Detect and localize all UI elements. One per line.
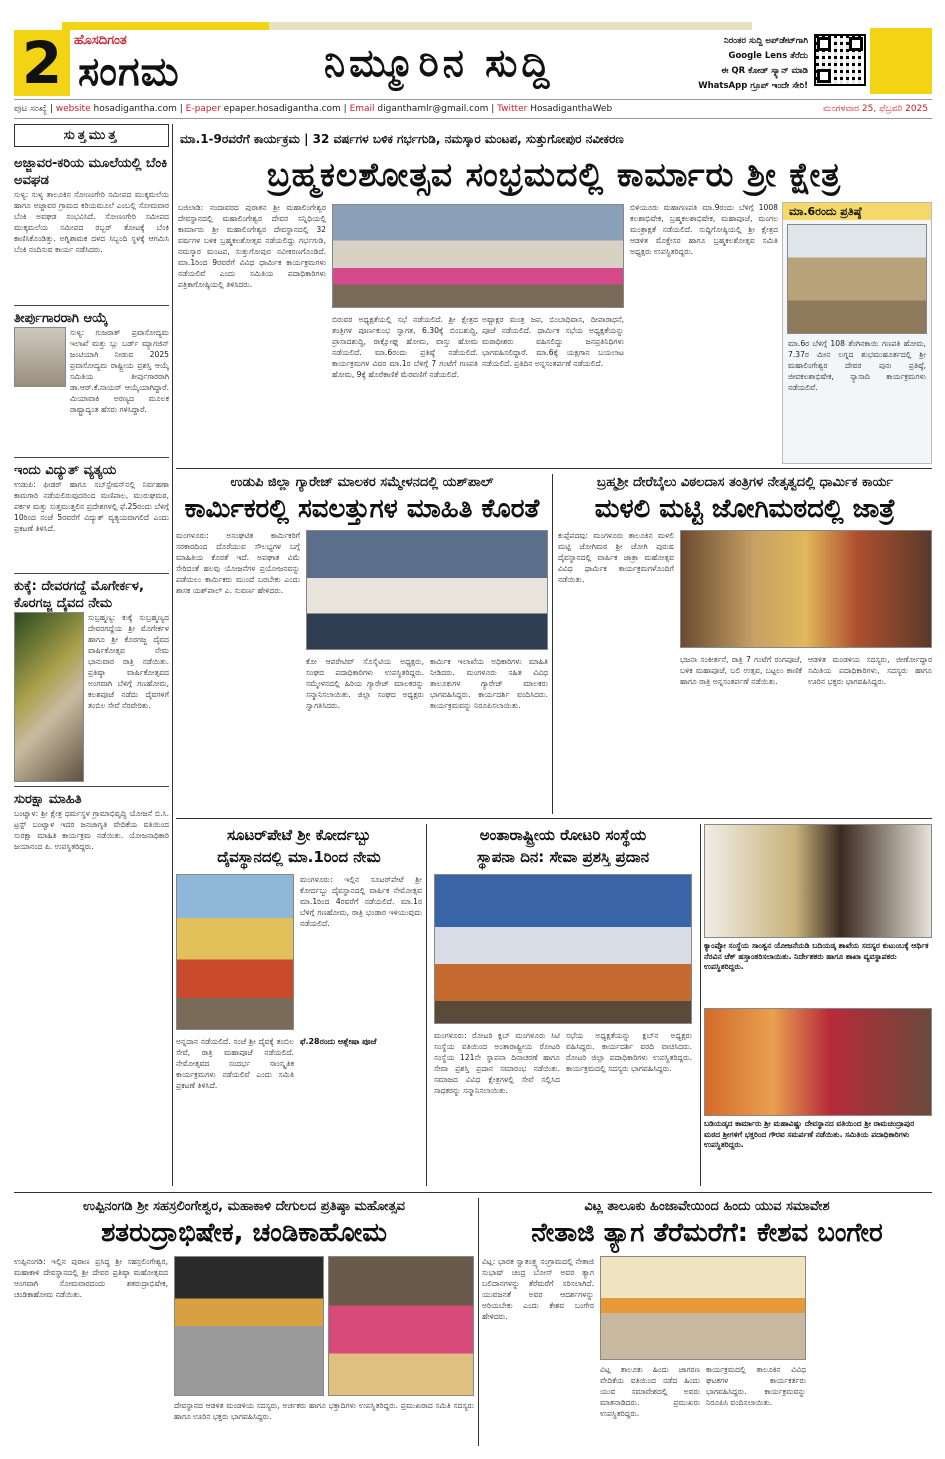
story-netaji — [482, 1198, 932, 1446]
samavesha-photo — [600, 1256, 806, 1360]
email-label: Email — [349, 104, 375, 114]
epaper-link[interactable]: epaper.hosadigantha.com — [223, 104, 341, 114]
story-col2: ವಿಟ್ಲ ತಾಲೂಕು ಹಿಂದು ಜಾಗರಣ ವೇದಿಕೆಯ ವತಿಯಿಂದ ನಡೆದ ಹಿಂದು ಯುವ ಸಮಾವೇಶದಲ್ಲಿ ಅವರು ಮಾತನಾಡಿದರು. ಪ್ರಮುಖರು ಉಪಸ್ಥಿತರಿದ್ದರು. — [600, 1365, 700, 1418]
lead-kicker: ಮಾ.1-9ರವರೆಗೆ ಕಾರ್ಯಕ್ರಮ | 32 ವರ್ಷಗಳ ಬಳಿಕ ಗರ್ಭಗುಡಿ, ನಮಸ್ಕಾರ ಮಂಟಪ, ಸುತ್ತುಗೋಪುರ ನವೀಕರಣ — [176, 130, 932, 148]
qr-line: ಈ QR ಕೋಡ್ ಸ್ಕ್ಯಾನ್ ಮಾಡಿ — [721, 66, 808, 76]
lead-col1: ಬಜಿಲಾಡಿ: ನಂದಾವರದ ಪುರಾತನ ಶ್ರೀ ಮಹಾಲಿಂಗೇಶ್ವರ ದೇವಸ್ಥಾನದಲ್ಲಿ ಮಹಾಲಿಂಗೇಶ್ವರ ದೇವರ ಸನ್ನಿಧಿಯಲ್ಲಿ ಕಾರ್ಮಾರು ಶ್ರೀ ಮಹಾಲಿಂಗೇಶ್ವರ ದೇವಸ್ಥಾನದಲ್ಲಿ 32 ವರ್ಷಗಳ ಬಳಿಕ ಬ್ರಹ್ಮಕಲಶೋತ್ಸವ ನಡೆಯಲಿದ್ದು ಗರ್ಭಗುಡಿ, ನಮಸ್ಕಾರ ಮಂಟಪ, ಸುತ್ತುಗೋಪುರ ನವೀಕರಣಗೊಂಡಿದೆ. ಮಾ.1ರಿಂದ 9ರವರೆಗೆ ವಿವಿಧ ಧಾರ್ಮಿಕ ಕಾರ್ಯಕ್ರಮಗಳು ನಡೆಯಲಿವೆ ಎಂದು ಸಮಿತಿಯ ಪದಾಧಿಕಾರಿಗಳು ಪತ್ರಿಕಾಗೋಷ್ಠಿಯಲ್ಲಿ ತಿಳಿಸಿದರು. — [178, 203, 326, 289]
story-col3: ಕಾರ್ಯಕ್ರಮದಲ್ಲಿ ತಾಲೂಕಿನ ವಿವಿಧ ಘಟಕಗಳ ಕಾರ್ಯಕರ್ತರು ಭಾಗವಹಿಸಿದ್ದರು. ಕಾರ್ಯಕ್ರಮವನ್ನು ನಿರೂಪಿಸಿ ವಂದಿಸಲಾಯಿತು. — [706, 1365, 806, 1407]
news-headline: ಸುರಕ್ಷಾ ಮಾಹಿತಿ — [14, 792, 82, 807]
story-subsection — [300, 1036, 422, 1182]
press-meet-photo — [332, 204, 624, 308]
brand-name: ಹೊಸದಿಗಂತ — [74, 33, 127, 48]
story-shatarudra — [14, 1198, 474, 1446]
divider — [14, 1192, 932, 1193]
lead-col4: ಬಿಳಿಯೂರು ಮಹಾಗಣಪತಿ ಮಾ.9ರಂದು ಬೆಳಿಗ್ಗೆ 1008 ಕಲಶಾಭಿಷೇಕ, ಬ್ರಹ್ಮಕಲಶಾಭಿಷೇಕ, ಮಹಾಪೂಜೆ, ಮಂಗಲ ಮಂತ್ರಾಕ್ಷತೆ ನಡೆಯಲಿದೆ. ಸುದ್ದಿಗೋಷ್ಠಿಯಲ್ಲಿ ಶ್ರೀ ಕ್ಷೇತ್ರದ ಆಡಳಿತ ಮೊಕ್ತೇಸರ ಹಾಗೂ ಬ್ರಹ್ಮಕಲಶೋತ್ಸವ ಸಮಿತಿ ಅಧ್ಯಕ್ಷರು ಉಪಸ್ಥಿತರಿದ್ದರು. — [630, 203, 778, 256]
news-body: ಸುಳ್ಯ: ಸುಳ್ಯ ತಾಲೂಕಿನ ಸೋಣಂಗೇರಿ ಸಮೀಪದ ಮುಕ್ಕಮಲೆಯ ಹಾಗೂ ಅಜ್ಜಾವರ ಗ್ರಾಮದ ಕರಿಯಮೂಲೆ ಎಂಬಲ್ಲಿ ಸೋಮವಾರ ಬೆಂಕಿ ಅವಘಡ ಸಂಭವಿಸಿದೆ. ಸೋಣಂಗೇರಿ ಸಮೀಪದ ಮುಕ್ಕಮಲೆಯ ಸಮೀಪದ ರಬ್ಬರ್ ತೋಟಕ್ಕೆ ಬೆಂಕಿ ಕಾಣಿಸಿಕೊಂಡಿತ್ತು. ಅಗ್ನಿಶಾಮಕ ದಳದ ಸಿಬ್ಬಂದಿ ಸ್ಥಳಕ್ಕೆ ಆಗಮಿಸಿ ಬೆಂಕಿ ನಂದಿಸುವ ಕಾರ್ಯ ನಡೆಸಿದರು. — [14, 190, 169, 254]
section-name: ಸಂಗಮ — [78, 49, 180, 95]
sidebar-title: ಸುತ್ತಮುತ್ತ — [14, 124, 169, 147]
divider — [14, 786, 169, 787]
story-headline: ಅಂತಾರಾಷ್ಟ್ರೀಯ ರೋಟರಿ ಸಂಸ್ಥೆಯ — [479, 826, 647, 844]
lead-headline: ಬ್ರಹ್ಮಕಲಶೋತ್ಸವ ಸಂಭ್ರಮದಲ್ಲಿ ಕಾರ್ಮಾರು ಶ್ರೀ ಕ್ಷೇತ್ರ — [266, 155, 842, 194]
email-link[interactable]: diganthamlr@gmail.com — [377, 104, 489, 114]
story-sutarpete — [176, 824, 422, 1186]
story-col2: ಭಜನಾ ಸಂಕೀರ್ತನೆ, ರಾತ್ರಿ 7 ಗಂಟೆಗೆ ರಂಗಪೂಜೆ, ಬಳಿಕ ಮಹಾಪೂಜೆ, ಬಲಿ ಉತ್ಸವ, ಬಟ್ಟಲು ಕಾಣಿಕೆ ಹಾಗೂ ರಾತ್ರಿ ಅನ್ನಸಂತರ್ಪಣೆ ನಡೆಯಿತು. — [680, 655, 802, 686]
story-headline: ನೇತಾಜಿ ತ್ಯಾಗ ತೆರೆಮರೆಗೆ: ಕೇಶವ ಬಂಗೇರ — [531, 1218, 883, 1248]
divider — [176, 468, 932, 469]
divider — [176, 818, 932, 819]
story-col1: ಮಂಗಳೂರು: ಅಸಂಘಟಿತ ಕಾರ್ಮಿಕರಿಗೆ ಸರಕಾರದಿಂದ ದೊರೆಯುವ ಸೌಲಭ್ಯಗಳ ಬಗ್ಗೆ ಮಾಹಿತಿಯ ಕೊರತೆ ಇದೆ. ಅಪಘಾತ ವಿಮೆ ಸೇರಿದಂತೆ ಹಲವು ಯೋಜನೆಗಳ ಪ್ರಯೋಜನವನ್ನು ಪಡೆಯಲು ಕಾರ್ಮಿಕರು ಮುಂದೆ ಬರಬೇಕು ಎಂದು ಶಾಸಕ ಯಶ್‌ಪಾಲ್ ಎ. ಸುವರ್ಣ ಹೇಳಿದರು. — [176, 531, 300, 595]
story-col2: ಕೋ ಆಪರೇಟಿವ್ ಸೊಸೈಟಿಯ ಅಧ್ಯಕ್ಷರು, ಸಂಘದ ಪದಾಧಿಕಾರಿಗಳು ಉಪಸ್ಥಿತರಿದ್ದರು. ಸಮ್ಮೇಳನದಲ್ಲಿ ಹಿರಿಯ ಗ್ಯಾರೇಜ್ ಮಾಲಕರನ್ನು ಸನ್ಮಾನಿಸಲಾಯಿತು. ಜಿಲ್ಲಾ ಸಂಘದ ಅಧ್ಯಕ್ಷರು ಸ್ವಾಗತಿಸಿದರು. — [306, 657, 424, 710]
page-title: ನಿಮ್ಮೂರಿನ ಸುದ್ದಿ — [324, 41, 554, 85]
page-number: 2 — [14, 30, 70, 96]
sidebar — [14, 124, 169, 1186]
story-kicker: ವಿಟ್ಲ ತಾಲೂಕು ಹಿಂಜಾವೇಯಿಂದ ಹಿಂದು ಯುವ ಸಮಾವೇಶ — [584, 1199, 830, 1214]
info-bar: ಪುಟ ಸಂಖ್ಯೆ | website hosadigantha.com | E-paper epaper.hosadigantha.com | Email diganthamlr@gmail.com | Twitter HosadiganthaWeb ಮಂಗಳವಾರ 25, ಫೆಬ್ರವರಿ 2025 — [14, 99, 932, 119]
story-rotary — [430, 824, 696, 1186]
issue-date: ಮಂಗಳವಾರ 25, ಫೆಬ್ರವರಿ 2025 — [823, 104, 928, 114]
news-item — [14, 462, 169, 569]
news-item — [14, 310, 169, 453]
lead-col3: ಅಷ್ಟಾಕ್ಷರ ಮಂತ್ರ ಜಪ, ಬಿಂಬಾಧಿವಾಸ, ದೀಪಾರಾಧನೆ, ಪೂಜೆ ನಡೆಯಲಿದೆ. ಧಾರ್ಮಿಕ ಸಭೆಯ ಅಧ್ಯಕ್ಷತೆಯನ್ನು ಮಠಾಧೀಶರು ವಹಿಸಲಿದ್ದು ಜನಪ್ರತಿನಿಧಿಗಳು ಭಾಗವಹಿಸಲಿದ್ದಾರೆ. ಮಾ.6ಕ್ಕೆ ಯಕ್ಷಗಾನ ಬಯಲಾಟ ನಡೆಯಲಿದೆ. ಪ್ರತಿದಿನ ಅನ್ನಸಂತರ್ಪಣೆ ನಡೆಯಲಿದೆ. — [482, 315, 624, 368]
story-col1: ಕುಪ್ಪೆಪದವು: ಮಂಗಳೂರು ತಾಲೂಕಿನ ಮಳಲಿ ಮಟ್ಟಿ ಜೋಗಿಮಠ ಶ್ರೀ ಜೋಗಿ ಪುರುಷ ದೈವಸ್ಥಾನದಲ್ಲಿ ವಾರ್ಷಿಕ ಜಾತ್ರಾ ಮಹೋತ್ಸವ ವಿವಿಧ ಧಾರ್ಮಿಕ ಕಾರ್ಯಕ್ರಮಗಳೊಂದಿಗೆ ನಡೆಯಿತು. — [558, 531, 674, 584]
story-subhead: ಫೆ.28ರಂದು ಆಶ್ಲೇಷಾ ಪೂಜೆ — [300, 1037, 377, 1046]
temple-photo — [787, 224, 927, 334]
divider — [14, 457, 169, 458]
twitter-label: Twitter — [497, 104, 528, 114]
story-col1: ಮಂಗಳೂರು: ಇಲ್ಲಿನ ಸೂಟರ್‌ಪೇಟೆ ಶ್ರೀ ಕೋರ್ದಬ್ಬು ದೈವಸ್ಥಾನದಲ್ಲಿ ವಾರ್ಷಿಕ ನೇಮೋತ್ಸವ ಮಾ.1ರಿಂದ 4ರವರೆಗೆ ನಡೆಯಲಿದೆ. ಮಾ.1ರ ಬೆಳಿಗ್ಗೆ ಗಣಹೋಮ, ರಾತ್ರಿ ಭಂಡಾರ ಇಳಿಯುವುದು ನಡೆಯಲಿದೆ. — [300, 875, 422, 928]
news-item — [14, 578, 169, 782]
news-headline: ತೀರ್ಪುಗಾರರಾಗಿ ಆಯ್ಕೆ — [14, 311, 108, 326]
news-body: ಬಂಟ್ವಾಳ: ಶ್ರೀ ಕ್ಷೇತ್ರ ಧರ್ಮಸ್ಥಳ ಗ್ರಾಮಾಭಿವೃದ್ಧಿ ಯೋಜನೆ ಬಿ.ಸಿ. ಟ್ರಸ್ಟ್ ಬಂಟ್ವಾಳ ಇದರ ಜನಜಾಗೃತಿ ವೇದಿಕೆಯ ವತಿಯಿಂದ ಸುರಕ್ಷಾ ಮಾಹಿತಿ ಕಾರ್ಯಕ್ರಮ ನಡೆಯಿತು. ಯೋಜನಾಧಿಕಾರಿ ಜಯಾನಂದ ಪಿ. ಉಪಸ್ಥಿತರಿದ್ದರು. — [14, 809, 169, 851]
story-headline: ಸ್ಥಾಪನಾ ದಿನ: ಸೇವಾ ಪ್ರಶಸ್ತಿ ಪ್ರದಾನ — [476, 848, 650, 866]
story-kicker: ಉಪ್ಪಿನಂಗಡಿ ಶ್ರೀ ಸಹಸ್ರಲಿಂಗೇಶ್ವರ, ಮಹಾಕಾಳಿ ದೇಗುಲದ ಪ್ರತಿಷ್ಠಾ ಮಹೋತ್ಸವ — [83, 1199, 405, 1214]
cheque-photo — [704, 824, 932, 938]
news-body: ಸುಳ್ಯ: ಗುಜರಾತ್ ಪ್ರವಾಸೋದ್ಯಮ ಇಲಾಖೆ ಮತ್ತು ಬ್ಲು ಬರ್ಡ್ ಮ್ಯಾಗಜಿನ್ ಜಂಟಿಯಾಗಿ ನೀಡುವ 2025 ಪ್ರವಾಸೋದ್ಯಮ ರಾಷ್ಟ್ರೀಯ ಪ್ರಶಸ್ತಿ ಆಯ್ಕೆ ಸಮಿತಿಯ ತೀರ್ಪುಗಾರರಾಗಿ ಡಾ.ಆರ್.ಕೆ.ನಾಯರ್ ಆಯ್ಕೆಯಾಗಿದ್ದಾರೆ. ಮಿಯಾವಾಕಿ ಅರಣ್ಯದ ಮೂಲಕ ರಾಷ್ಟ್ರಾದ್ಯಂತ ಹೆಸರು ಗಳಿಸಿದ್ದಾರೆ. — [70, 328, 169, 414]
qr-line: Google Lens ತೆರೆದು — [728, 51, 808, 61]
sidebox-title: ಮಾ.6ರಂದು ಪ್ರತಿಷ್ಠೆ — [783, 203, 931, 220]
event-photo — [306, 530, 548, 650]
lead-col2: ಬಿರುವರ ಅಧ್ಯಕ್ಷತೆಯಲ್ಲಿ ಸಭೆ ನಡೆಯಲಿದೆ. ಶ್ರೀ ಕ್ಷೇತ್ರದ ತಂತ್ರಿಗಳ ಪೂರ್ಣಕುಂಭ ಸ್ವಾಗತ, 6.30ಕ್ಕೆ ಬಿಂಬಶುದ್ಧಿ, ಪ್ರಾಸಾದಶುದ್ಧಿ, ರಾಕ್ಷೋಘ್ನ ಹೋಮ, ವಾಸ್ತು ಹೋಮ ನಡೆಯಲಿದೆ. ಮಾ.6ರಂದು ಪ್ರತಿಷ್ಠೆ ನಡೆಯಲಿದೆ. ಕಾರ್ಯಕ್ರಮಗಳ ವಿವರ ಮಾ.1ರ ಬೆಳಿಗ್ಗೆ 7 ಗಂಟೆಗೆ ಗಣಪತಿ ಹೋಮ, 9ಕ್ಕೆ ಹೊರೆಕಾಣಿಕೆ ಮೆರವಣಿಗೆ ನಡೆಯಲಿದೆ. — [332, 315, 478, 379]
twitter-link[interactable]: HosadiganthaWeb — [530, 104, 613, 114]
masthead-ribbon — [62, 22, 752, 30]
rotary-photo — [434, 874, 692, 1024]
story-kicker: ಉಡುಪಿ ಜಿಲ್ಲಾ ಗ್ಯಾರೇಜ್ ಮಾಲಕರ ಸಮ್ಮೇಳನದಲ್ಲಿ ಯಶ್‌ಪಾಲ್ — [230, 475, 494, 490]
story-col4 — [812, 1256, 932, 1444]
lead-sidebox — [782, 202, 932, 464]
news-headline: ಅಜ್ಜಾವರ-ಕರಿಯ ಮೂಲೆಯಲ್ಲಿ ಬೆಂಕಿ ಅವಘಡ — [14, 156, 168, 188]
story-headline: ಸೂಟರ್‌ಪೇಟೆ ಶ್ರೀ ಕೋರ್ದಬ್ಬು — [226, 826, 372, 844]
ritual-photo — [680, 530, 932, 648]
corner-accent — [870, 28, 932, 94]
divider — [14, 573, 169, 574]
story-headline: ಶತರುದ್ರಾಭಿಷೇಕ, ಚಂಡಿಕಾಹೋಮ — [101, 1218, 387, 1248]
story-kicker: ಬ್ರಹ್ಮಶ್ರೀ ದೇರೆಬೈಲು ವಿಠಲದಾಸ ತಂತ್ರಿಗಳ ನೇತೃತ್ವದಲ್ಲಿ ಧಾರ್ಮಿಕ ಕಾರ್ಯ — [596, 475, 894, 490]
story-col3: ಕಾರ್ಮಿಕ ಇಲಾಖೆಯ ಅಧಿಕಾರಿಗಳು ಮಾಹಿತಿ ನೀಡಿದರು. ಮಂಗಳೂರು ಸಹಿತ ವಿವಿಧ ತಾಲೂಕುಗಳ ಗ್ಯಾರೇಜ್ ಮಾಲಕರು ಭಾಗವಹಿಸಿದ್ದರು. ಕಾರ್ಯದರ್ಶಿ ವಂದಿಸಿದರು. ಕಾರ್ಯಕ್ರಮವನ್ನು ನಿರೂಪಿಸಲಾಯಿತು. — [430, 657, 548, 710]
qr-line: WhatsApp ಗ್ರೂಪ್ ಇಂದೇ ಸೇರಿ! — [698, 81, 808, 91]
news-headline: ಇಂದು ವಿದ್ಯುತ್ ವ್ಯತ್ಯಯ — [14, 463, 117, 478]
story-headline: ಕಾರ್ಮಿಕರಲ್ಲಿ ಸವಲತ್ತುಗಳ ಮಾಹಿತಿ ಕೊರತೆ — [184, 494, 540, 524]
story-col3: ಆಡಳಿತ ಮಂಡಳಿಯ ಸದಸ್ಯರು, ಜೀರ್ಣೋದ್ಧಾರ ಸಮಿತಿಯ ಪದಾಧಿಕಾರಿಗಳು, ಸದಸ್ಯರು ಹಾಗೂ ಊರಿನ ಭಕ್ತರು ಭಾಗವಹಿಸಿದ್ದರು. — [808, 655, 932, 686]
story-col2: ಸಭೆಯ ಅಧ್ಯಕ್ಷತೆಯನ್ನು ಕ್ಲಬ್‌ನ ಅಧ್ಯಕ್ಷರು ವಹಿಸಿದ್ದರು. ಕಾರ್ಯದರ್ಶಿ ವರದಿ ವಾಚಿಸಿದರು. ರೋಟರಿ ಜಿಲ್ಲಾ ಪದಾಧಿಕಾರಿಗಳು ಉಪಸ್ಥಿತರಿದ್ದರು. ಕಾರ್ಯಕ್ರಮದಲ್ಲಿ ಸದಸ್ಯರು ಭಾಗವಹಿಸಿದ್ದರು. — [566, 1031, 692, 1073]
devotees-photo — [328, 1256, 474, 1396]
photo-caption: ಕ್ಯಾಂಪ್ಕೋ ಸಂಸ್ಥೆಯ ಸಾಂತ್ವನ ಯೋಜನೆಯಡಿ ಬದಿಯಡ್ಕ ಶಾಖೆಯ ಸದಸ್ಯರ ಕುಟುಂಬಕ್ಕೆ ಆರ್ಥಿಕ ನೆರವಿನ ಚೆಕ್ ಹಸ್ತಾಂತರಿಸಲಾಯಿತು. ನಿರ್ದೇಶಕರು ಹಾಗೂ ಶಾಖಾ ವ್ಯವಸ್ಥಾಪಕರು ಉಪಸ್ಥಿತರಿದ್ದರು. — [704, 941, 929, 971]
column-rule — [700, 824, 701, 1186]
sidebox-body: ಮಾ.6ರ ಬೆಳಿಗ್ಗೆ 108 ತೆಂಗಿನಕಾಯಿ ಗಣಪತಿ ಹೋಮ, 7.37ರ ಮೀನ ಲಗ್ನದ ಶುಭಮುಹೂರ್ತದಲ್ಲಿ ಶ್ರೀ ಮಹಾಲಿಂಗೇಶ್ವರ ದೇವರ ಪುನಃ ಪ್ರತಿಷ್ಠೆ, ಜೀವಕಲಶಾಭಿಷೇಕ, ನ್ಯಾಸಾದಿ ಕಾರ್ಯಕ್ರಮಗಳು ನಡೆಯಲಿವೆ. — [788, 339, 926, 392]
column-rule — [426, 824, 427, 1186]
felicitation-photo — [704, 1008, 932, 1116]
column-rule — [552, 474, 553, 814]
story-jogimutt — [558, 474, 932, 814]
website-label: website — [55, 104, 91, 114]
epaper-label: E-paper — [185, 104, 221, 114]
news-item — [14, 791, 169, 958]
masthead — [14, 22, 932, 96]
ritual-photo — [14, 612, 84, 782]
news-item — [14, 155, 169, 301]
homa-photo — [174, 1256, 324, 1396]
qr-code-icon[interactable] — [814, 34, 866, 86]
news-body: ಉಡುಪಿ: ಫೀಡರ್ ಹಾಗೂ ಸಬ್‌ಸ್ಟೇಷನ್‌ನಲ್ಲಿ ನಿರ್ವಹಣಾ ಕಾಮಗಾರಿ ನಡೆಯಲಿರುವುದರಿಂದ ಮಣಿಪಾಲ, ಮುರುಘಮಠ, ಪರ್ಕಳ ಮತ್ತು ಸುತ್ತಮುತ್ತಲಿನ ಪ್ರದೇಶಗಳಲ್ಲಿ ಫೆ.25ರಂದು ಬೆಳಿಗ್ಗೆ 10ರಿಂದ ಸಂಜೆ 5ರವರೆಗೆ ವಿದ್ಯುತ್ ವ್ಯತ್ಯಯವಾಗಲಿದೆ ಎಂದು ಪ್ರಕಟಣೆ ತಿಳಿಸಿದೆ. — [14, 480, 169, 533]
story-garage — [176, 474, 548, 814]
qr-instructions — [630, 34, 808, 94]
story-body-continued — [300, 1047, 422, 1177]
column-rule — [478, 1198, 479, 1446]
story-col1: ಮಂಗಳೂರು: ರೋಟರಿ ಕ್ಲಬ್ ಮಂಗಳೂರು ಸಿಟಿ ಸಂಸ್ಥೆಯ ವತಿಯಿಂದ ಅಂತಾರಾಷ್ಟ್ರೀಯ ರೋಟರಿ ಸಂಸ್ಥೆಯ 121ನೇ ಸ್ಥಾಪನಾ ದಿನಾಚರಣೆ ಹಾಗೂ ಸೇವಾ ಪ್ರಶಸ್ತಿ ಪ್ರದಾನ ಸಮಾರಂಭ ನಡೆಯಿತು. ಸಮಾಜದ ವಿವಿಧ ಕ್ಷೇತ್ರಗಳಲ್ಲಿ ಸೇವೆ ಸಲ್ಲಿಸಿದ ಸಾಧಕರನ್ನು ಸನ್ಮಾನಿಸಲಾಯಿತು. — [434, 1031, 560, 1095]
person-photo — [14, 327, 66, 387]
news-headline: ಕುಕ್ಕೆ: ದೇವರಗದ್ದೆ ಮೊಗೇರ್ಕಳ, ಕೊರಗಜ್ಜ ದೈವದ ನೇಮ — [14, 579, 144, 611]
photo-caption: ಬಡಿಯಡ್ಕದ ಕಾರ್ಮಾರು ಶ್ರೀ ಮಹಾವಿಷ್ಣು ದೇವಸ್ಥಾನದ ವತಿಯಿಂದ ಶ್ರೀ ರಾಮಚಂದ್ರಾಪುರ ಮಠದ ಶ್ರೀಗಳಿಗೆ ಭಕ್ತರಿಂದ ಗೌರವ ಸಮರ್ಪಣೆ ನಡೆಯಿತು. ಸಮಿತಿಯ ಪದಾಧಿಕಾರಿಗಳು ಉಪಸ್ಥಿತರಿದ್ದರು. — [704, 1119, 915, 1149]
story-headline: ಮಳಲಿ ಮಟ್ಟಿ ಜೋಗಿಮಠದಲ್ಲಿ ಜಾತ್ರೆ — [594, 494, 896, 524]
qr-line: ನಿರಂತರ ಸುದ್ದಿ ಅಪ್‌ಡೇಟ್‌ಗಾಗಿ — [724, 36, 808, 46]
page-label: ಪುಟ ಸಂಖ್ಯೆ — [14, 104, 47, 114]
photo-caption: ದೇವಸ್ಥಾನದ ಆಡಳಿತ ಮಂಡಳಿಯ ಸದಸ್ಯರು, ಅರ್ಚಕರು ಹಾಗೂ ಭಕ್ತಾದಿಗಳು ಉಪಸ್ಥಿತರಿದ್ದರು. ಪ್ರಮುಖರಾದ ಸಮಿತಿ ಸದಸ್ಯರು ಹಾಗೂ ಊರಿನ ಭಕ್ತರು ಭಾಗವಹಿಸಿದ್ದರು. — [174, 1401, 474, 1421]
temple-photo — [176, 874, 294, 1030]
story-col2: ಅನ್ನದಾನ ನಡೆಯಲಿದೆ. ಸಂಜೆ ಶ್ರೀ ದೈವಕ್ಕೆ ತಂಬಿಲ ಸೇವೆ, ರಾತ್ರಿ ಮಹಾಪೂಜೆ ನಡೆಯಲಿದೆ. ನೇಮೋತ್ಸವದ ಸಂದರ್ಭ ಸಾಂಸ್ಕೃತಿಕ ಕಾರ್ಯಕ್ರಮಗಳು ನಡೆಯಲಿವೆ ಎಂದು ಸಮಿತಿ ಪ್ರಕಟಣೆ ತಿಳಿಸಿದೆ. — [176, 1037, 294, 1090]
story-col1: ಉಪ್ಪಿನಂಗಡಿ: ಇಲ್ಲಿನ ಪುರಾಣ ಪ್ರಸಿದ್ಧ ಶ್ರೀ ಸಹಸ್ರಲಿಂಗೇಶ್ವರ, ಮಹಾಕಾಳಿ ದೇವಸ್ಥಾನದಲ್ಲಿ ಶ್ರೀ ದೇವರ ಪ್ರತಿಷ್ಠಾ ಮಹೋತ್ಸವದ ಅಂಗವಾಗಿ ಸೋಮವಾರದಂದು ಶತರುದ್ರಾಭಿಷೇಕ, ಚಂಡಿಕಾಹೋಮ ನಡೆಯಿತು. — [14, 1257, 168, 1299]
divider — [14, 305, 169, 306]
news-body: ಸುಬ್ರಹ್ಮಣ್ಯ: ಕುಕ್ಕೆ ಸುಬ್ರಹ್ಮಣ್ಯದ ದೇವರಗದ್ದೆಯ ಶ್ರೀ ಮೊಗೇರ್ಕಳ ಹಾಗೂ ಶ್ರೀ ಕೊರಗಜ್ಜ ದೈವದ ವಾರ್ಷಿಕೋತ್ಸವ ನೇಮ ಭಾನುವಾರ ರಾತ್ರಿ ನಡೆಯಿತು. ಪ್ರತಿಷ್ಠಾ ವಾರ್ಷಿಕೋತ್ಸವದ ಅಂಗವಾಗಿ ಬೆಳಿಗ್ಗೆ ಗಣಹೋಮ, ಕಲಶಪೂಜೆ ನಡೆದು ದೈವಗಳಿಗೆ ತಂಬಿಲ ಸೇವೆ ನೆರವೇರಿತು. — [88, 613, 169, 710]
website-link[interactable]: hosadigantha.com — [93, 104, 177, 114]
story-col1: ವಿಟ್ಲ: ಭಾರತ ಸ್ವಾತಂತ್ರ್ಯ ಸಂಗ್ರಾಮದಲ್ಲಿ ನೇತಾಜಿ ಸುಭಾಷ್ ಚಂದ್ರ ಬೋಸ್ ಅವರ ತ್ಯಾಗ ಬಲಿದಾನಗಳನ್ನು ತೆರೆಮರೆಗೆ ಸರಿಸಲಾಗಿದೆ. ಯುವಜನತೆ ಅವರ ಆದರ್ಶಗಳನ್ನು ಅರಿಯಬೇಕು ಎಂದು ಕೇಶವ ಬಂಗೇರ ಹೇಳಿದರು. — [482, 1257, 594, 1321]
column-rule — [172, 124, 173, 1186]
story-headline: ದೈವಸ್ಥಾನದಲ್ಲಿ ಮಾ.1ರಿಂದ ನೇಮ — [217, 848, 381, 866]
photo-briefs — [704, 824, 932, 1186]
